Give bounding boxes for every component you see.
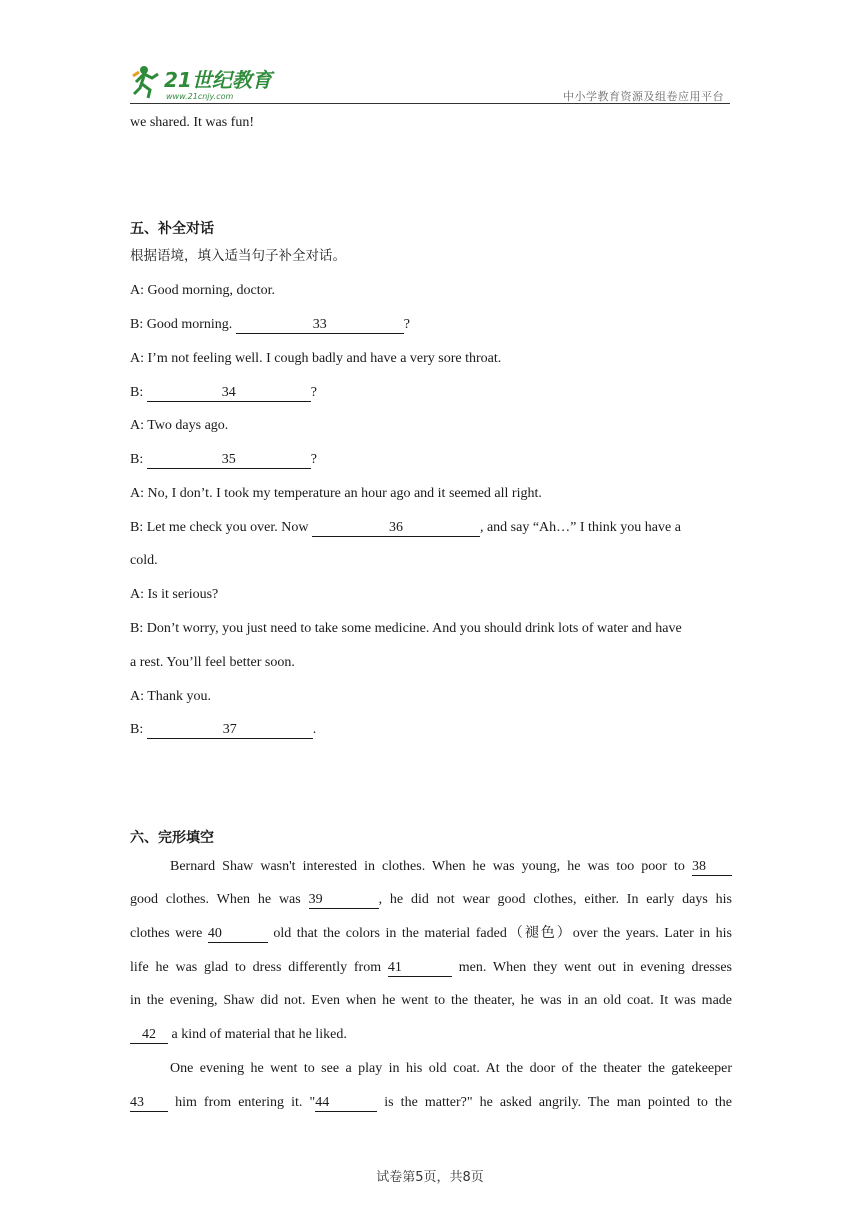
dialogue-line: B: Don’t worry, you just need to take some medicine. And you should drink lots of water and have <box>130 621 682 636</box>
blank-44[interactable]: 44 <box>315 1095 377 1112</box>
section-6-title: 六、完形填空 <box>130 830 214 846</box>
blank-41[interactable]: 41 <box>388 960 452 977</box>
cloze-line: clothes were 40 old that the colors in the material faded（褪色）over the years. Later in his <box>130 926 732 941</box>
cloze-line: good clothes. When he was 39 , he did not wear good clothes, either. In early days his <box>130 892 732 907</box>
section-5-title: 五、补全对话 <box>130 221 214 237</box>
svg-text:21世纪教育: 21世纪教育 <box>164 68 272 92</box>
dialogue-line: B: 34 ? <box>130 385 317 400</box>
section-5-instruction: 根据语境，填入适当句子补全对话。 <box>130 248 346 264</box>
cloze-line: 42 a kind of material that he liked. <box>130 1025 347 1045</box>
cloze-line: One evening he went to see a play in his old coat. At the door of the theater the gatekeeper <box>170 1061 732 1076</box>
dialogue-line: A: Is it serious? <box>130 587 219 602</box>
blank-35[interactable]: 35 <box>147 452 311 469</box>
blank-34[interactable]: 34 <box>147 385 311 402</box>
blank-40[interactable]: 40 <box>208 926 268 943</box>
cloze-line: in the evening, Shaw did not. Even when he went to the theater, he was in an old coat. It was made <box>130 993 732 1008</box>
page-header <box>130 62 730 104</box>
svg-text:www.21cnjy.com: www.21cnjy.com <box>166 92 234 101</box>
blank-36[interactable]: 36 <box>312 520 480 537</box>
platform-name: 中小学教育资源及组卷应用平台 <box>563 90 724 103</box>
21cnjy-logo <box>130 62 280 102</box>
dialogue-line: B: Let me check you over. Now 36 , and say “Ah…” I think you have a <box>130 520 681 535</box>
blank-33[interactable]: 33 <box>236 317 404 334</box>
dialogue-line: A: Good morning, doctor. <box>130 283 276 298</box>
dialogue-line: A: No, I don’t. I took my temperature an hour ago and it seemed all right. <box>130 486 542 501</box>
dialogue-line: B: 35 ? <box>130 452 317 467</box>
dialogue-line: B: Good morning. 33 ? <box>130 317 410 332</box>
blank-43[interactable]: 43 <box>130 1095 168 1112</box>
previous-text-tail: we shared. It was fun! <box>130 115 255 130</box>
dialogue-line: A: I’m not feeling well. I cough badly and have a very sore throat. <box>130 351 502 366</box>
dialogue-line: B: 37 . <box>130 722 317 737</box>
cloze-line: life he was glad to dress differently from 41 men. When they went out in evening dresses <box>130 960 732 975</box>
dialogue-line: A: Thank you. <box>130 689 212 704</box>
blank-38[interactable]: 38 <box>692 859 732 876</box>
cloze-line: 43 him from entering it. "44 is the matter?" he asked angrily. The man pointed to the <box>130 1095 733 1110</box>
page-footer: 试卷第5页，共8页 <box>376 1170 484 1185</box>
blank-39[interactable]: 39 <box>309 892 379 909</box>
dialogue-line: A: Two days ago. <box>130 418 229 433</box>
blank-37[interactable]: 37 <box>147 722 313 739</box>
blank-42[interactable]: 42 <box>130 1027 168 1044</box>
dialogue-line: cold. <box>130 553 158 568</box>
cloze-line: Bernard Shaw wasn't interested in clothes. When he was young, he was too poor to 38 <box>130 857 732 877</box>
header-divider <box>130 103 730 104</box>
dialogue-line: a rest. You’ll feel better soon. <box>130 655 295 670</box>
